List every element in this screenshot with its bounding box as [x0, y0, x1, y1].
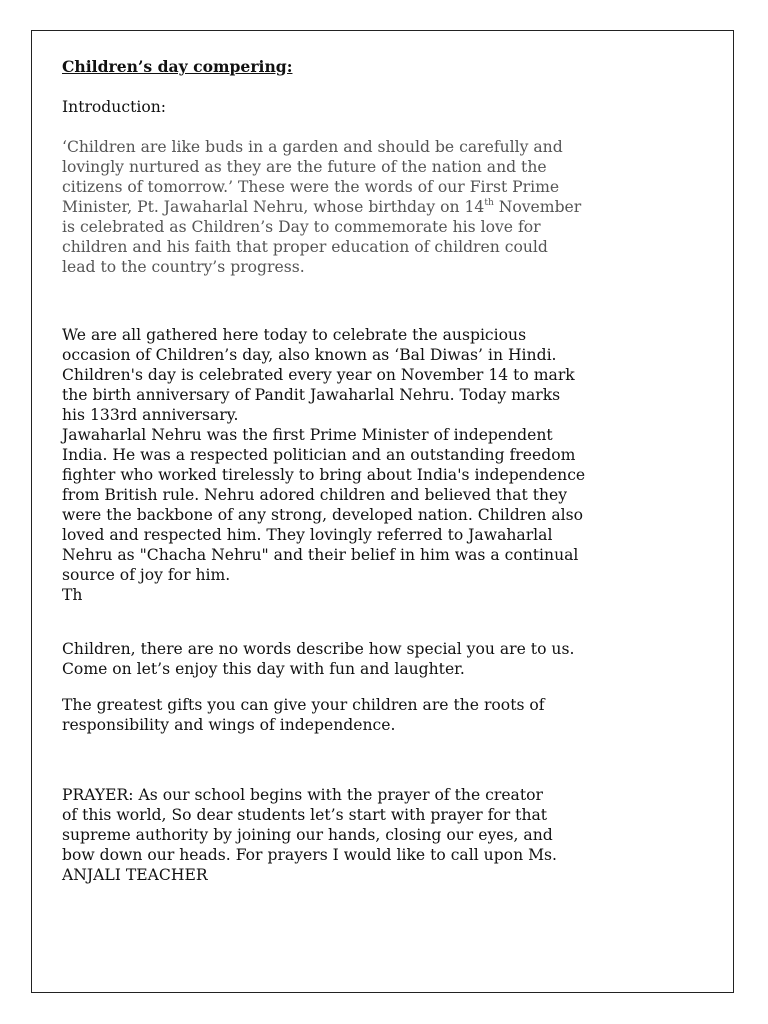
quote-superscript: th [484, 197, 494, 208]
quote-text-part1: ‘Children are like buds in a garden and should be carefully and lovingly nurtured as they are the future of the nation and the citizens of tomorrow.’ These were the words of our First Prime Minister, Pt. Jawaharlal Nehru, whose birthday on 14 [62, 138, 563, 216]
introduction-quote [62, 137, 662, 277]
paragraph-gifts: The greatest gifts you can give your children are the roots of responsibility and wings of independence. [62, 696, 545, 734]
introduction-label: Introduction: [62, 98, 167, 116]
paragraph-gathered: We are all gathered here today to celebrate the auspicious occasion of Children’s day, also known as ‘Bal Diwas’ in Hindi. Children's day is celebrated every year on November 14 to mark the birth anniversary of Pandit Jawaharlal Nehru. Today marks his 133rd anniversary. Jawaharlal Nehru was the first Prime Minister of independent India. He was a respected politician and an outstanding freedom fighter who worked tirelessly to bring about India's independence from British rule. Nehru adored children and believed that they were the backbone of any strong, developed nation. Children also loved and respected him. They lovingly referred to Jawaharlal Nehru as "Chacha Nehru" and their belief in him was a continual source of joy for him. Th [62, 326, 586, 604]
paragraph-prayer: PRAYER: As our school begins with the prayer of the creator of this world, So dear students let’s start with prayer for that supreme authority by joining our hands, closing our eyes, and bow down our heads. For prayers I would like to call upon Ms. ANJALI TEACHER [62, 786, 557, 884]
paragraph-children: Children, there are no words describe how special you are to us. Come on let’s enjoy this day with fun and laughter. [62, 640, 575, 678]
document-content [62, 57, 662, 885]
quote-text-part2: November is celebrated as Children’s Day to commemorate his love for children and his faith that proper education of children could lead to the country’s progress. [62, 198, 582, 276]
document-title: Children’s day compering: [62, 57, 293, 76]
